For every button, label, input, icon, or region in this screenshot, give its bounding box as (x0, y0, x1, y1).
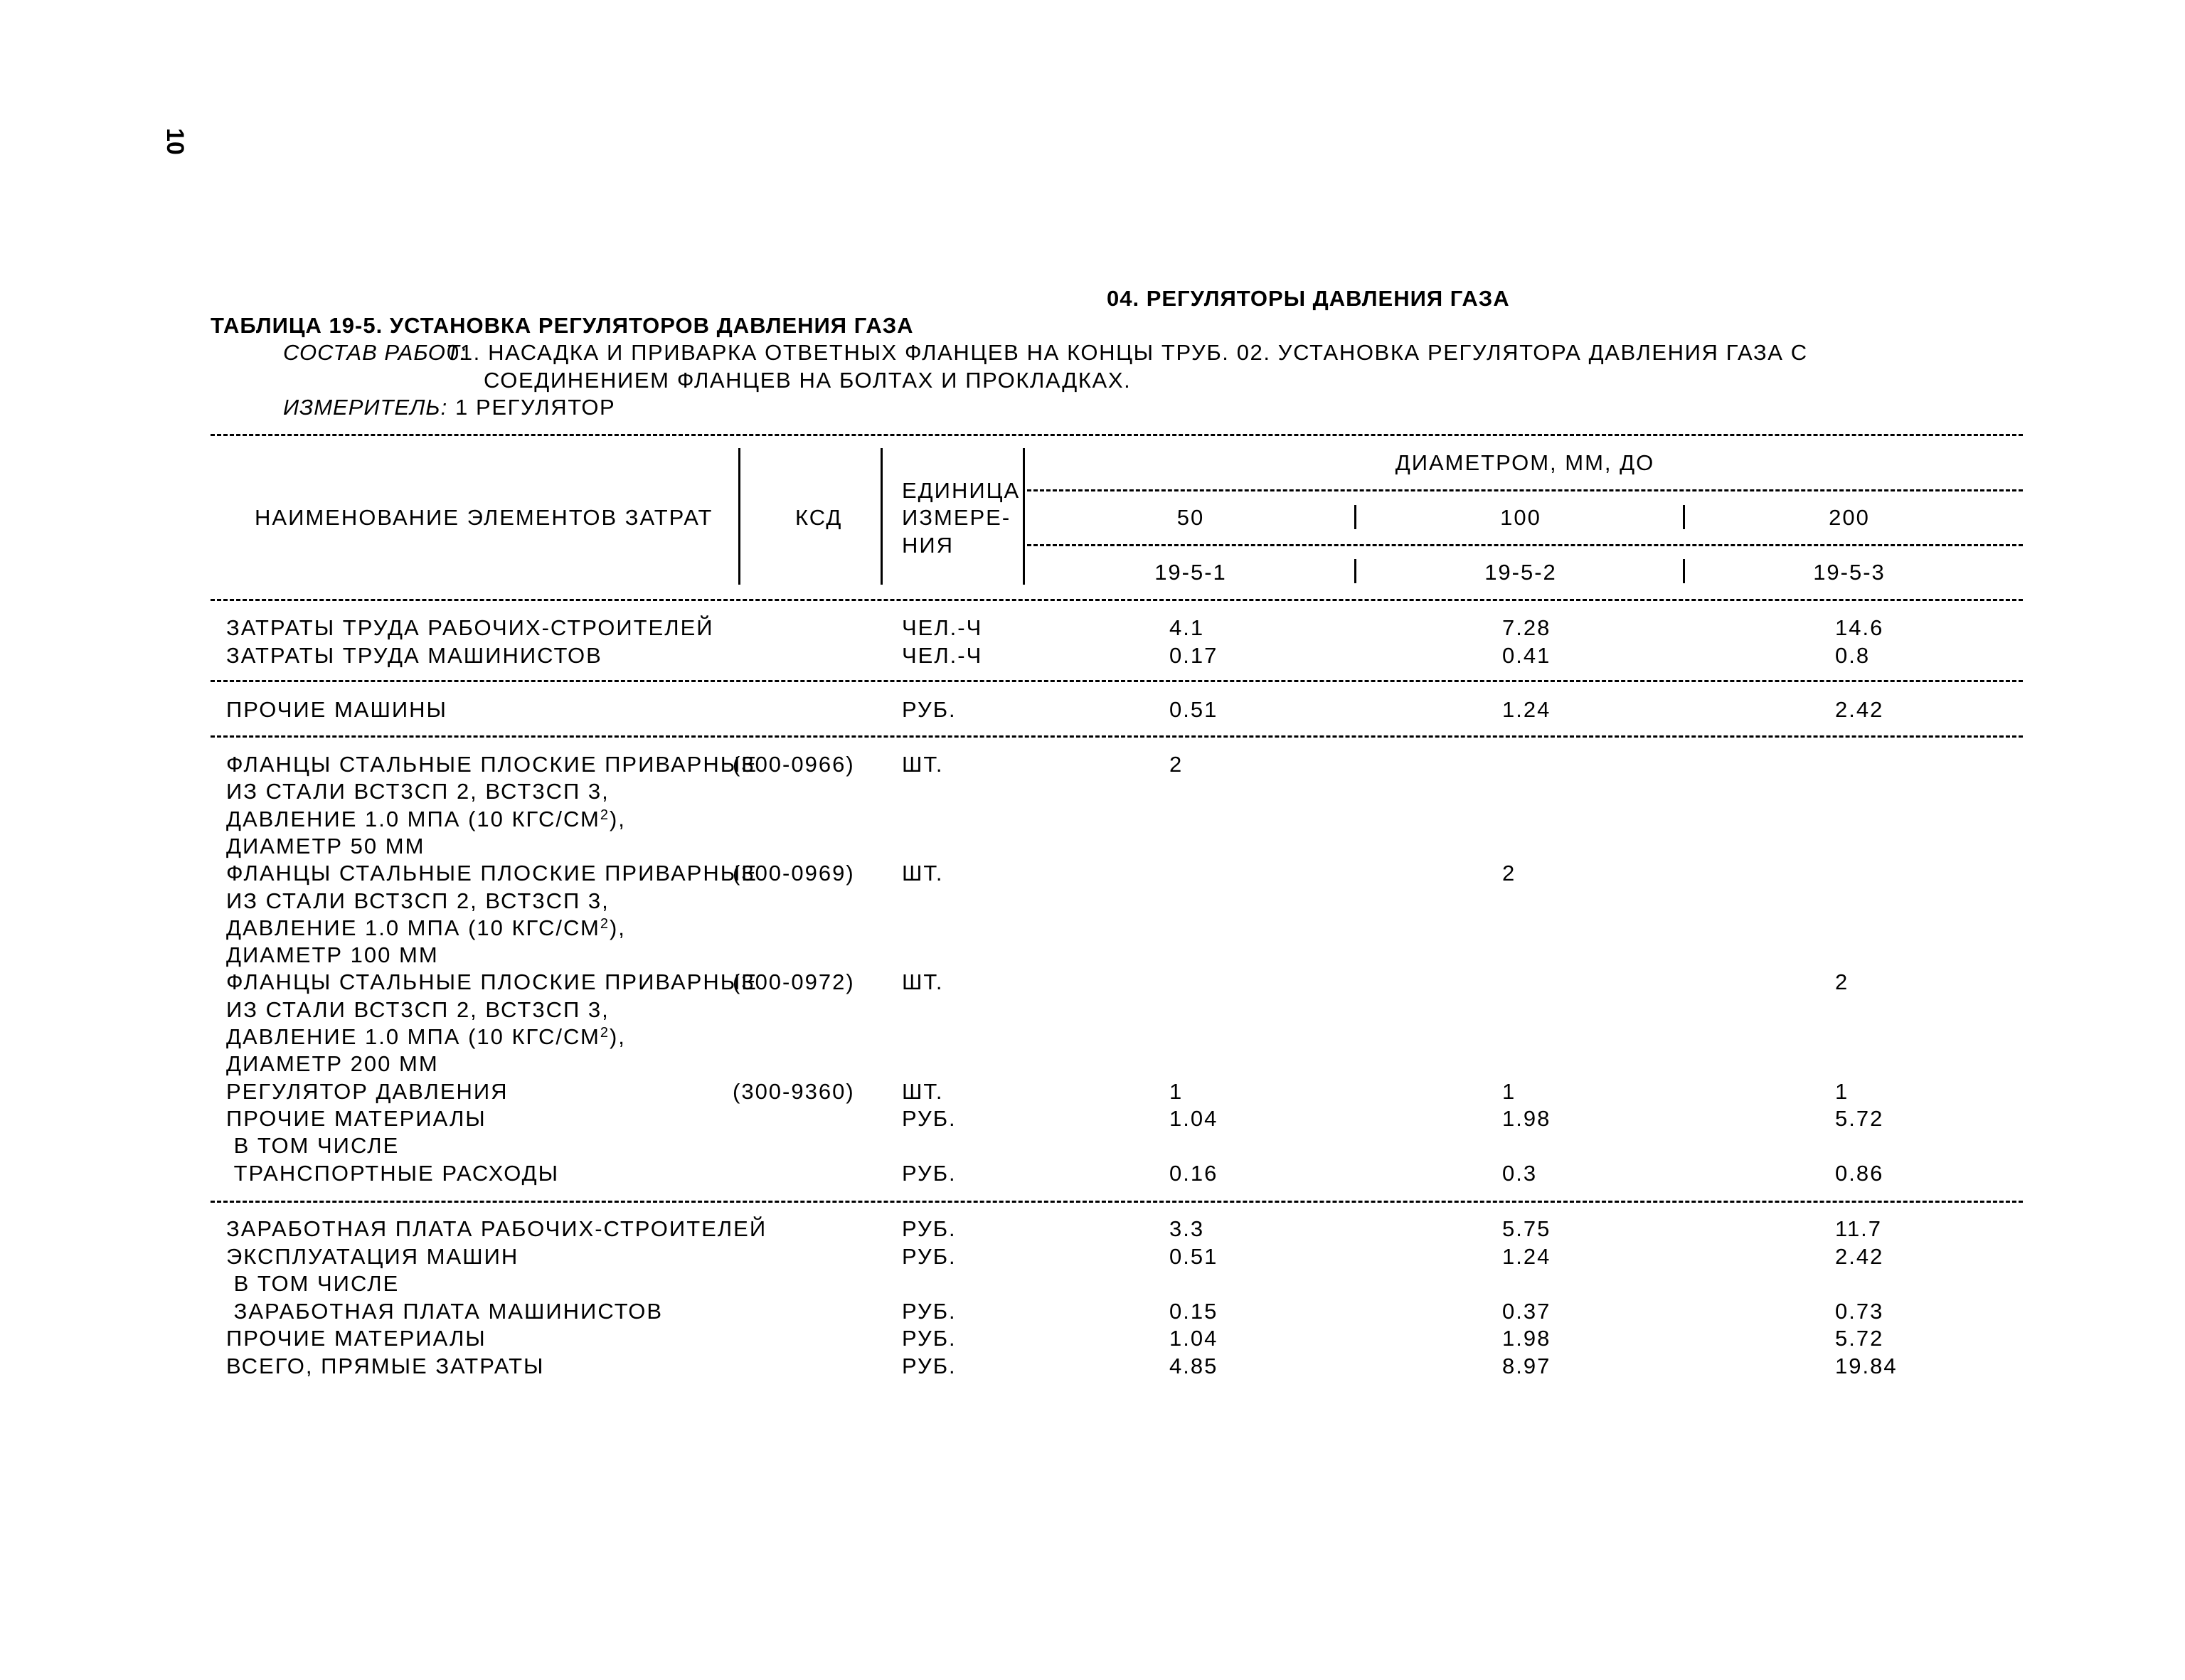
work-composition-line-1: 01. НАСАДКА И ПРИВАРКА ОТВЕТНЫХ ФЛАНЦЕВ НА КОНЦЫ ТРУБ. 02. УСТАНОВКА РЕГУЛЯТОРА ДАВЛЕНИЯ ГАЗА С (447, 340, 1808, 365)
row-name: ВСЕГО, ПРЯМЫЕ ЗАТРАТЫ (226, 1353, 545, 1378)
row-value-2: 1.98 (1502, 1105, 1551, 1131)
row-value-3: 0.8 (1835, 642, 1871, 668)
row-name: ПРОЧИЕ МАТЕРИАЛЫ (226, 1105, 487, 1131)
row-value-1: 0.17 (1169, 642, 1218, 668)
row-name: ИЗ СТАЛИ ВСТ3СП 2, ВСТ3СП 3, (226, 996, 610, 1022)
header-divider-6 (1354, 559, 1356, 583)
work-composition-label: СОСТАВ РАБОТ: (283, 340, 467, 365)
header-divider-2 (881, 448, 883, 585)
row-name: ФЛАНЦЫ СТАЛЬНЫЕ ПЛОСКИЕ ПРИВАРНЫЕ (226, 861, 757, 886)
row-code: (300-0969) (733, 861, 855, 886)
row-name: ЗАРАБОТНАЯ ПЛАТА РАБОЧИХ-СТРОИТЕЛЕЙ (226, 1216, 767, 1241)
row-value-3: 0.86 (1835, 1160, 1884, 1186)
row-unit: РУБ. (902, 1160, 957, 1186)
row-value-2: 2 (1502, 861, 1516, 886)
row-value-3: 5.72 (1835, 1326, 1884, 1351)
row-unit: РУБ. (902, 1216, 957, 1241)
row-value-1: 0.15 (1169, 1298, 1218, 1324)
row-name: ЭКСПЛУАТАЦИЯ МАШИН (226, 1243, 519, 1269)
row-unit: ШТ. (902, 969, 944, 995)
row-unit: РУБ. (902, 1298, 957, 1324)
row-value-1: 1.04 (1169, 1326, 1218, 1351)
header-bottom-rule (211, 599, 2023, 601)
row-value-1: 0.16 (1169, 1160, 1218, 1186)
row-value-2: 1 (1502, 1078, 1516, 1104)
header-code-19-5-3: 19-5-3 (1813, 560, 1886, 585)
row-unit: РУБ. (902, 697, 957, 722)
diameter-values-rule (1027, 544, 2023, 546)
row-name: ДИАМЕТР 50 ММ (226, 833, 425, 858)
group-rule-1 (211, 680, 2023, 682)
row-value-3: 14.6 (1835, 615, 1884, 640)
row-name: В ТОМ ЧИСЛЕ (226, 1133, 400, 1159)
row-unit: РУБ. (902, 1243, 957, 1269)
row-value-3: 1 (1835, 1078, 1849, 1104)
row-value-3: 11.7 (1835, 1216, 1883, 1241)
row-value-3: 2 (1835, 969, 1849, 995)
row-unit: ЧЕЛ.-Ч (902, 642, 983, 668)
row-name (226, 1024, 626, 1051)
row-value-2: 0.3 (1502, 1160, 1538, 1186)
row-value-2: 7.28 (1502, 615, 1551, 640)
table-top-rule (211, 434, 2023, 436)
row-value-1: 2 (1169, 752, 1184, 777)
section-title: 04. РЕГУЛЯТОРЫ ДАВЛЕНИЯ ГАЗА (1107, 286, 1510, 311)
row-name-tail: ), (609, 915, 626, 940)
row-value-1: 1.04 (1169, 1105, 1218, 1131)
header-diameter-100: 100 (1500, 505, 1541, 530)
group-rule-2 (211, 735, 2023, 738)
row-value-1: 4.1 (1169, 615, 1205, 640)
row-name-tail: ), (609, 806, 626, 831)
row-name-main: ДАВЛЕНИЕ 1.0 МПА (10 КГС/СМ (226, 1024, 600, 1049)
header-diameter-50: 50 (1176, 505, 1205, 530)
row-name (226, 915, 626, 942)
diameter-rule (1027, 489, 2023, 491)
row-unit: ШТ. (902, 861, 944, 886)
row-value-3: 19.84 (1835, 1353, 1898, 1378)
meter-label: ИЗМЕРИТЕЛЬ: (283, 395, 448, 420)
row-name: ТРАНСПОРТНЫЕ РАСХОДЫ (226, 1160, 560, 1186)
header-unit-line-2: ИЗМЕРЕ- (902, 505, 1011, 530)
row-value-1: 3.3 (1169, 1216, 1205, 1241)
group-rule-3 (211, 1201, 2023, 1203)
header-code-19-5-2: 19-5-2 (1484, 560, 1557, 585)
row-value-1: 0.51 (1169, 697, 1218, 722)
row-code: (300-0972) (733, 969, 855, 995)
row-name-main: ДАВЛЕНИЕ 1.0 МПА (10 КГС/СМ (226, 806, 600, 831)
header-divider-3 (1023, 448, 1025, 585)
header-diameter: ДИАМЕТРОМ, ММ, ДО (1395, 450, 1655, 475)
row-value-2: 8.97 (1502, 1353, 1551, 1378)
page-number: 10 (161, 128, 188, 155)
header-diameter-200: 200 (1829, 505, 1870, 530)
row-name: ИЗ СТАЛИ ВСТ3СП 2, ВСТ3СП 3, (226, 779, 610, 804)
row-name: ЗАТРАТЫ ТРУДА МАШИНИСТОВ (226, 642, 602, 668)
header-unit-line-3: НИЯ (902, 533, 955, 558)
row-name-main: ДАВЛЕНИЕ 1.0 МПА (10 КГС/СМ (226, 915, 600, 940)
row-name (226, 806, 626, 834)
header-divider-4 (1354, 505, 1356, 529)
row-name-tail: ), (609, 1024, 626, 1049)
row-name: ИЗ СТАЛИ ВСТ3СП 2, ВСТ3СП 3, (226, 888, 610, 913)
row-value-2: 1.24 (1502, 1243, 1551, 1269)
row-value-1: 1 (1169, 1078, 1184, 1104)
row-unit: РУБ. (902, 1353, 957, 1378)
superscript: 2 (600, 807, 610, 823)
table-title: ТАБЛИЦА 19-5. УСТАНОВКА РЕГУЛЯТОРОВ ДАВЛЕНИЯ ГАЗА (211, 313, 914, 338)
row-value-2: 1.24 (1502, 697, 1551, 722)
row-value-2: 0.37 (1502, 1298, 1551, 1324)
row-unit: ЧЕЛ.-Ч (902, 615, 983, 640)
meter-value: 1 РЕГУЛЯТОР (455, 395, 616, 420)
row-name: ЗАРАБОТНАЯ ПЛАТА МАШИНИСТОВ (226, 1298, 664, 1324)
row-value-3: 0.73 (1835, 1298, 1884, 1324)
row-value-3: 5.72 (1835, 1105, 1884, 1131)
superscript: 2 (600, 1025, 610, 1041)
header-unit-line-1: ЕДИНИЦА (902, 478, 1021, 503)
row-name: РЕГУЛЯТОР ДАВЛЕНИЯ (226, 1078, 509, 1104)
superscript: 2 (600, 915, 610, 932)
row-value-1: 4.85 (1169, 1353, 1218, 1378)
row-name: ДИАМЕТР 200 ММ (226, 1051, 439, 1077)
row-unit: РУБ. (902, 1326, 957, 1351)
row-name: ЗАТРАТЫ ТРУДА РАБОЧИХ-СТРОИТЕЛЕЙ (226, 615, 714, 640)
row-value-2: 5.75 (1502, 1216, 1551, 1241)
row-name: ФЛАНЦЫ СТАЛЬНЫЕ ПЛОСКИЕ ПРИВАРНЫЕ (226, 752, 757, 777)
row-unit: ШТ. (902, 1078, 944, 1104)
row-value-3: 2.42 (1835, 697, 1884, 722)
work-composition-line-2: СОЕДИНЕНИЕМ ФЛАНЦЕВ НА БОЛТАХ И ПРОКЛАДКАХ. (484, 368, 1132, 393)
header-code-19-5-1: 19-5-1 (1154, 560, 1227, 585)
row-code: (300-0966) (733, 752, 855, 777)
row-value-2: 0.41 (1502, 642, 1551, 668)
row-value-3: 2.42 (1835, 1243, 1884, 1269)
row-name: ПРОЧИЕ МАТЕРИАЛЫ (226, 1326, 487, 1351)
row-name: ПРОЧИЕ МАШИНЫ (226, 697, 447, 722)
header-code: КСД (795, 505, 843, 530)
row-name: ФЛАНЦЫ СТАЛЬНЫЕ ПЛОСКИЕ ПРИВАРНЫЕ (226, 969, 757, 995)
row-name: ДИАМЕТР 100 ММ (226, 942, 439, 968)
row-unit: ШТ. (902, 752, 944, 777)
row-name: В ТОМ ЧИСЛЕ (226, 1271, 400, 1296)
header-name: НАИМЕНОВАНИЕ ЭЛЕМЕНТОВ ЗАТРАТ (255, 505, 713, 530)
header-divider-1 (738, 448, 740, 585)
row-value-2: 1.98 (1502, 1326, 1551, 1351)
row-code: (300-9360) (733, 1078, 855, 1104)
row-value-1: 0.51 (1169, 1243, 1218, 1269)
row-unit: РУБ. (902, 1105, 957, 1131)
